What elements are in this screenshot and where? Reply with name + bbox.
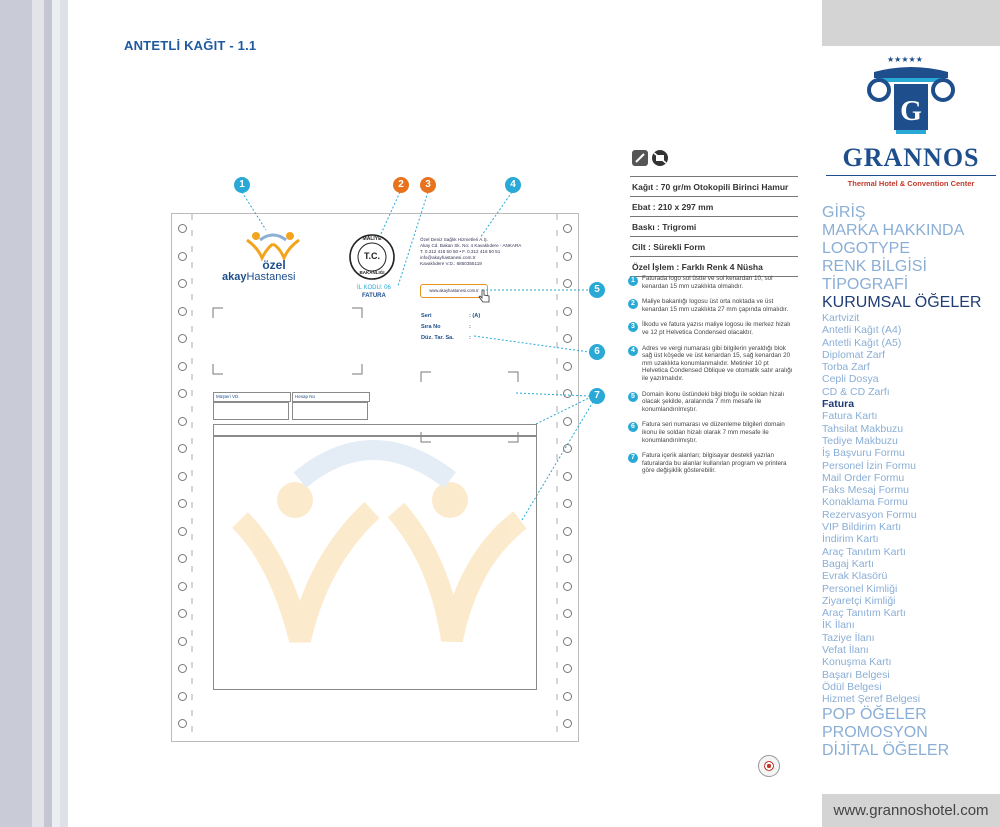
serial-value: : (A) — [469, 313, 481, 319]
nav-item[interactable]: Vefat İlanı — [822, 644, 869, 657]
tractor-hole — [563, 279, 572, 288]
note-item — [628, 321, 796, 336]
tractor-hole — [178, 472, 187, 481]
page-title: ANTETLİ KAĞIT - 1.1 — [124, 38, 257, 53]
note-text: Fatura içerik alanları; bilgisayar destekli yazılan faturalarda bu alanlar kullanılan program ve printera göre değişiklik gösterebilir. — [642, 452, 787, 475]
seal-bottom-text: BAKANLIĞI — [359, 270, 385, 275]
hesap-no-field — [292, 402, 368, 420]
note-text: Fatura seri numarası ve düzenleme bilgileri domain ikonu ile soldan hizalı olarak 7 mm mesafe ile konumlandırılmıştır. — [642, 421, 785, 444]
domain-box: www.akayhastanesi.com.tr — [420, 284, 488, 298]
callout-7: 7 — [589, 388, 605, 404]
tractor-hole — [178, 334, 187, 343]
tractor-hole — [178, 637, 187, 646]
tractor-hole — [563, 417, 572, 426]
tractor-hole — [563, 719, 572, 728]
note-item — [628, 452, 796, 475]
spec-row: Cilt : Sürekli Form — [630, 236, 798, 256]
logo-name — [222, 271, 295, 283]
spec-row: Kağıt : 70 gr/m Otokopili Birinci Hamur — [630, 176, 798, 196]
musteri-vd-field — [213, 402, 289, 420]
nav-item[interactable]: Antetli Kağıt (A5) — [822, 336, 902, 349]
tractor-hole — [563, 527, 572, 536]
nav-item[interactable]: Kartvizit — [822, 312, 860, 324]
callout-4: 4 — [505, 177, 521, 193]
spec-row: Ebat : 210 x 297 mm — [630, 196, 798, 216]
tractor-hole — [563, 224, 572, 233]
fatura-text: FATURA — [361, 293, 386, 299]
note-number: 2 — [628, 299, 638, 309]
address-line: Özel Deniz Sağlık Hizmetleri A.Ş. — [420, 237, 488, 242]
tractor-hole — [563, 554, 572, 563]
nav-item[interactable]: Torba Zarf — [822, 361, 870, 374]
tractor-hole — [178, 499, 187, 508]
tractor-hole — [178, 554, 187, 563]
nav-item[interactable]: Fatura Kartı — [822, 410, 878, 423]
note-number: 3 — [628, 322, 638, 332]
tractor-hole — [563, 637, 572, 646]
nav-item[interactable]: Mail Order Formu — [822, 471, 905, 484]
tractor-hole — [563, 582, 572, 591]
nav-item[interactable]: Evrak Klasörü — [822, 570, 888, 583]
nav-item[interactable]: Personel İzin Formu — [822, 459, 916, 472]
note-number: 4 — [628, 346, 638, 356]
tractor-hole — [563, 692, 572, 701]
tractor-hole — [178, 609, 187, 618]
website-link[interactable]: www.grannoshotel.com — [833, 802, 989, 819]
nav-item[interactable]: Fatura — [822, 398, 855, 411]
logo-name-rest: Hastanesi — [246, 271, 296, 283]
nav-item[interactable]: CD & CD Zarfı — [822, 385, 890, 398]
pen-paper-icon — [632, 150, 648, 166]
nav-item[interactable]: POP ÖĞELER — [822, 705, 927, 723]
serial-value: : — [469, 335, 471, 341]
seal-top-text: MALİYE — [362, 236, 382, 242]
nav-item[interactable]: İş Başvuru Formu — [822, 447, 905, 460]
callout-3: 3 — [420, 177, 436, 193]
website-footer — [822, 794, 1000, 827]
nav-item[interactable]: Başarı Belgesi — [822, 668, 890, 681]
tractor-hole — [178, 719, 187, 728]
note-number: 1 — [628, 276, 638, 286]
sidebar-nav — [822, 204, 1000, 760]
nav-item[interactable]: Konaklama Formu — [822, 496, 908, 509]
notes-list — [628, 275, 796, 483]
note-item — [628, 345, 796, 383]
nav-item[interactable]: Antetli Kağıt (A4) — [822, 324, 902, 337]
logo-top-text: özel — [262, 258, 286, 272]
nav-item[interactable]: Rezervasyon Formu — [822, 508, 917, 521]
ilkodu-text: İL KODU: 06 — [357, 285, 391, 291]
tractor-hole — [563, 307, 572, 316]
nav-item[interactable]: TİPOGRAFİ — [822, 276, 909, 293]
nav-item[interactable]: Konuşma Kartı — [822, 656, 892, 669]
tractor-hole — [563, 334, 572, 343]
note-text: İlkodu ve fatura yazısı maliye logosu ile merkez hizalı ve 12 pt Helvetica Condensed olacaktır. — [642, 321, 791, 336]
ilkodu-block — [357, 284, 391, 300]
note-number: 7 — [628, 453, 638, 463]
note-text: Faturada logo sol üstte ve sol kenardan 10, sol kenardan 15 mm uzaklıkta olmalıdır. — [642, 275, 773, 290]
note-text: Maliye bakanlığı logosu üst orta noktada ve üst kenardan 15 mm uzaklıkta 27 mm çapında olmalıdır. — [642, 298, 789, 313]
right-top-bar — [822, 0, 1000, 46]
nav-item[interactable]: KURUMSAL ÖĞELER — [822, 294, 982, 311]
tractor-hole — [178, 307, 187, 316]
note-item — [628, 298, 796, 313]
logo-name-bold: akay — [222, 271, 247, 283]
nav-item[interactable]: Personel Kimliği — [822, 582, 898, 595]
nav-item[interactable]: İK İlanı — [822, 619, 855, 632]
nav-item[interactable]: Faks Mesaj Formu — [822, 484, 909, 497]
nav-item[interactable]: GİRİŞ — [822, 204, 866, 221]
tractor-hole — [178, 527, 187, 536]
nav-item[interactable]: DİJİTAL ÖĞELER — [822, 741, 950, 759]
tractor-hole — [563, 252, 572, 261]
nav-item[interactable]: Cepli Dosya — [822, 373, 879, 386]
tractor-hole — [178, 444, 187, 453]
tractor-hole — [178, 224, 187, 233]
spec-row: Özel İşlem : Farklı Renk 4 Nüsha — [630, 256, 798, 277]
callout-6: 6 — [589, 344, 605, 360]
address-block — [420, 237, 521, 267]
address-line: info@akayhastanesi.com.tr — [420, 255, 476, 260]
serial-row — [421, 311, 480, 322]
address-line: Kavaklıdere V.D.: 6850355119 — [420, 261, 482, 266]
nav-item[interactable]: Taziye İlanı — [822, 631, 875, 644]
note-item — [628, 275, 796, 290]
spec-table — [630, 176, 798, 277]
tractor-hole — [178, 664, 187, 673]
nav-item[interactable]: MARKA HAKKINDA — [822, 222, 965, 239]
left-decorative-stripes — [0, 0, 68, 827]
musteri-vd-label: Müşteri VD. — [213, 392, 291, 402]
hesap-no-label: Hesap No — [292, 392, 370, 402]
brand-name: GRANNOS — [842, 143, 980, 172]
tractor-hole — [563, 362, 572, 371]
svg-text:★★★★★: ★★★★★ — [887, 55, 923, 64]
serial-row — [421, 333, 480, 344]
nav-item[interactable]: Tediye Makbuzu — [822, 434, 898, 447]
tractor-hole — [563, 472, 572, 481]
callout-5: 5 — [589, 282, 605, 298]
target-mark-icon — [758, 755, 780, 777]
tractor-hole — [563, 609, 572, 618]
nav-item[interactable]: Tahsilat Makbuzu — [822, 422, 904, 435]
nav-item[interactable]: RENK BİLGİSİ — [822, 258, 927, 275]
nav-item[interactable]: LOGOTYPE — [822, 240, 911, 257]
tractor-hole — [178, 362, 187, 371]
tractor-hole — [563, 444, 572, 453]
note-text: Adres ve vergi numarası gibi bilgilerin yeraldığı blok sağ üst köşede ve üst kenardan 15, sağ kenardan 20 mm uzaklıkta konumlanmalıdır. Metinler 10 pt Helvetica Condensed Oblique ve otomatik satır aralığı ile yazılmalıdır. — [642, 344, 793, 382]
serial-label: Düz. Tar. Sa. — [421, 335, 454, 341]
callout-1: 1 — [234, 177, 250, 193]
nav-item[interactable]: Ziyaretçi Kimliği — [822, 594, 896, 607]
invoice-content-area — [213, 436, 537, 690]
serial-label: Sıra No — [421, 324, 441, 330]
tractor-hole — [178, 582, 187, 591]
spec-icons — [632, 149, 672, 169]
svg-text:G: G — [900, 96, 922, 127]
serial-value: : — [469, 324, 471, 330]
nav-item[interactable]: Diplomat Zarf — [822, 348, 886, 361]
address-line: Akay Cd. Bakan Sk. No: 4 Kavaklıdere - ANKARA — [420, 243, 522, 248]
nav-item[interactable]: İndirim Kartı — [822, 533, 879, 546]
nav-item[interactable]: Ödül Belgesi — [822, 680, 882, 693]
note-item — [628, 421, 796, 444]
nav-item[interactable]: Araç Tanıtım Kartı — [822, 607, 906, 620]
spec-row: Baskı : Trigromi — [630, 216, 798, 236]
tractor-hole — [563, 664, 572, 673]
tractor-hole — [563, 389, 572, 398]
nav-item[interactable]: PROMOSYON — [822, 723, 928, 741]
tractor-hole — [178, 252, 187, 261]
tractor-hole — [563, 499, 572, 508]
nav-item[interactable]: Araç Tanıtım Kartı — [822, 545, 906, 558]
tractor-hole — [178, 279, 187, 288]
address-line: T. 0.312 416 50 50 • F. 0.312 416 50 51 — [420, 249, 501, 254]
serial-row — [421, 322, 480, 333]
header-strip-field — [213, 424, 537, 436]
nav-item[interactable]: VIP Bildirim Kartı — [822, 521, 902, 534]
no-copy-icon — [652, 150, 668, 166]
cursor-hand-icon — [478, 289, 492, 303]
note-text: Domain ikonu üstündeki bilgi bloğu ile soldan hizalı olacak şekilde, aralarında 7 mm mesafe ile konumlandırılmıştır. — [642, 390, 785, 413]
seal-center-text: T.C. — [363, 251, 380, 261]
nav-item[interactable]: Bagaj Kartı — [822, 557, 874, 570]
callout-2: 2 — [393, 177, 409, 193]
note-item — [628, 391, 796, 414]
serial-label: Seri — [421, 313, 432, 319]
brand-subtitle: Thermal Hotel & Convention Center — [826, 175, 996, 188]
nav-item[interactable]: Hizmet Şeref Belgesi — [822, 693, 921, 706]
serial-block — [421, 311, 480, 344]
note-number: 5 — [628, 392, 638, 402]
tractor-hole — [178, 417, 187, 426]
tractor-hole — [178, 692, 187, 701]
note-number: 6 — [628, 422, 638, 432]
tractor-hole — [178, 389, 187, 398]
